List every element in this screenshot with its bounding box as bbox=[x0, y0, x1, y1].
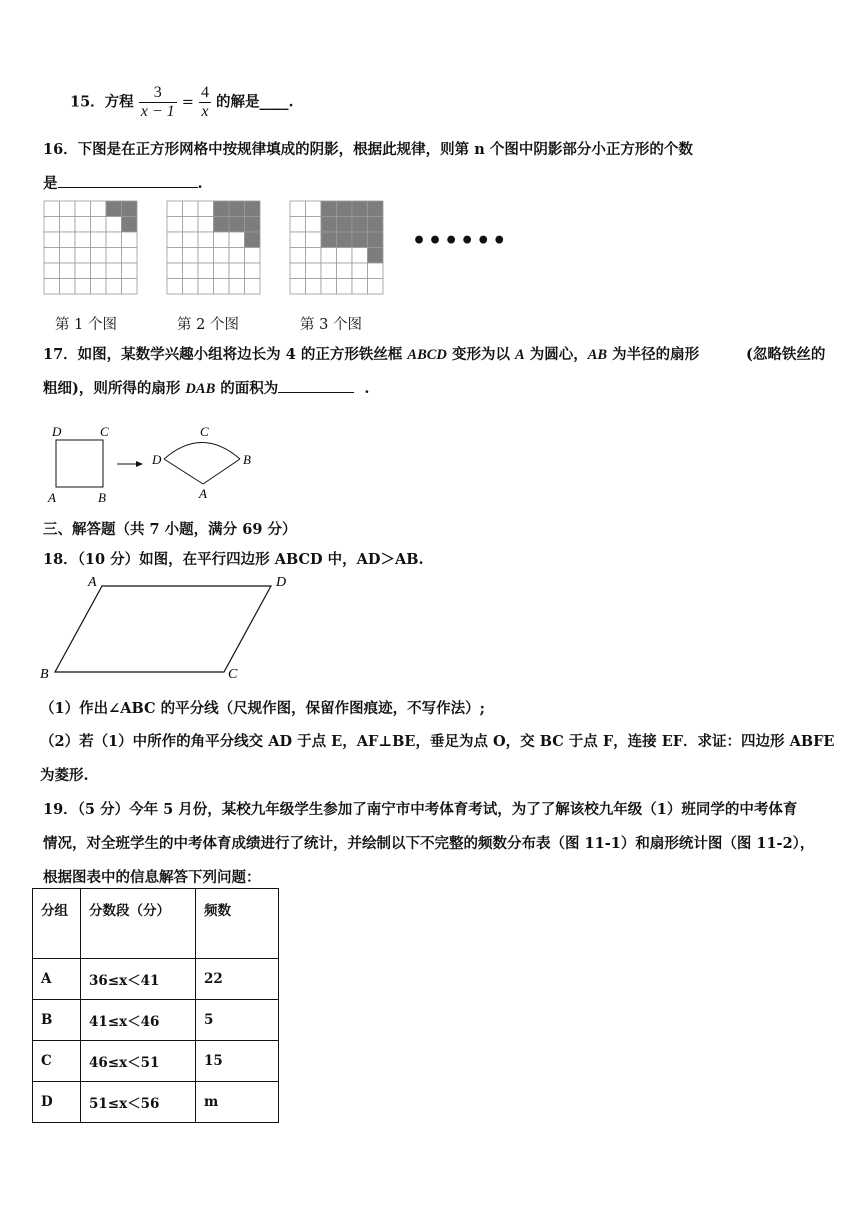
grid-cell bbox=[306, 232, 322, 248]
grid-cell bbox=[337, 248, 353, 264]
grid-cell bbox=[106, 279, 122, 295]
grid-cell bbox=[60, 201, 76, 217]
table-cell: 15 bbox=[196, 1041, 279, 1082]
q17-text-e: 粗细)，则所得的扇形 bbox=[43, 380, 186, 397]
grid-cell bbox=[306, 263, 322, 279]
para-label-b: B bbox=[40, 667, 49, 682]
grid-cell bbox=[106, 232, 122, 248]
grid-cell bbox=[321, 279, 337, 295]
q17-text-c: 为圆心， bbox=[524, 346, 588, 363]
shaded-cell bbox=[214, 217, 230, 233]
grid-cell bbox=[122, 232, 138, 248]
grid-cell bbox=[229, 263, 245, 279]
grid-cell bbox=[183, 217, 199, 233]
sector-radius-ad bbox=[164, 459, 203, 484]
grid-cell bbox=[167, 232, 183, 248]
grid-cell bbox=[44, 263, 60, 279]
grid-cell bbox=[245, 279, 261, 295]
grid-cell bbox=[44, 279, 60, 295]
grid-cell bbox=[122, 248, 138, 264]
square-label-a: A bbox=[48, 490, 56, 505]
grid-cell bbox=[183, 279, 199, 295]
shaded-cell bbox=[352, 201, 368, 217]
grid-cell bbox=[290, 263, 306, 279]
grid-cell bbox=[198, 248, 214, 264]
table-cell: C bbox=[33, 1041, 81, 1082]
q17-dab: DAB bbox=[185, 381, 216, 397]
grid-figure-3 bbox=[290, 201, 383, 294]
question-18-part1: （1）作出∠ABC 的平分线（尺规作图，保留作图痕迹，不写作法）; bbox=[40, 700, 485, 717]
caption-figure-2: 第 2 个图 bbox=[177, 317, 239, 333]
question-17-line2 bbox=[43, 377, 369, 398]
grid-cell bbox=[290, 279, 306, 295]
grid-cell bbox=[60, 263, 76, 279]
grid-cell bbox=[60, 232, 76, 248]
parallelogram-abcd bbox=[55, 586, 271, 672]
grid-cell bbox=[306, 279, 322, 295]
grid-cell bbox=[167, 248, 183, 264]
shaded-cell bbox=[229, 217, 245, 233]
grid-cell bbox=[183, 263, 199, 279]
header-group: 分组 bbox=[33, 889, 81, 959]
fraction-right-numerator: 4 bbox=[200, 84, 209, 101]
header-score-range: 分数段（分） bbox=[81, 889, 196, 959]
shaded-cell bbox=[122, 217, 138, 233]
grid-cell bbox=[368, 279, 384, 295]
grid-cell bbox=[91, 263, 107, 279]
continuation-dots: •••••• bbox=[412, 228, 509, 254]
shaded-cell bbox=[321, 217, 337, 233]
table-row bbox=[33, 1082, 279, 1123]
q17-text-g: . bbox=[364, 380, 370, 397]
shaded-cell bbox=[214, 201, 230, 217]
q17-a: A bbox=[515, 347, 525, 363]
grid-cell bbox=[91, 248, 107, 264]
table-cell: 5 bbox=[196, 1000, 279, 1041]
grid-cell bbox=[44, 232, 60, 248]
question-19-line3: 根据图表中的信息解答下列问题： bbox=[43, 869, 261, 886]
grid-cell bbox=[183, 232, 199, 248]
fraction-right-denominator: x bbox=[201, 103, 209, 120]
grid-cell bbox=[290, 217, 306, 233]
grid-cell bbox=[75, 232, 91, 248]
square-label-c: C bbox=[100, 424, 109, 439]
grid-cell bbox=[106, 263, 122, 279]
grid-cell bbox=[198, 217, 214, 233]
frequency-table bbox=[32, 888, 279, 1123]
para-label-c: C bbox=[228, 667, 238, 682]
caption-figure-1: 第 1 个图 bbox=[55, 317, 117, 333]
grid-cell bbox=[306, 248, 322, 264]
shaded-cell bbox=[122, 201, 138, 217]
sector-label-d: D bbox=[152, 452, 162, 467]
grid-figure-1 bbox=[44, 201, 137, 294]
para-label-d: D bbox=[276, 575, 287, 590]
para-label-a: A bbox=[88, 575, 97, 590]
table-cell: 46≤x＜51 bbox=[81, 1041, 196, 1082]
shaded-cell bbox=[337, 217, 353, 233]
grid-cell bbox=[352, 279, 368, 295]
grid-cell bbox=[198, 263, 214, 279]
question-18-part2-line1: （2）若（1）中所作的角平分线交 AD 于点 E，AF⊥BE，垂足为点 O，交 BC 于点 F，连接 EF．求证：四边形 ABFE bbox=[40, 733, 835, 750]
table-cell: 41≤x＜46 bbox=[81, 1000, 196, 1041]
caption-figure-3: 第 3 个图 bbox=[300, 317, 362, 333]
shaded-cell bbox=[368, 248, 384, 264]
square-label-d: D bbox=[52, 424, 62, 439]
question-19-line2: 情况，对全班学生的中考体育成绩进行了统计，并绘制以下不完整的频数分布表（图 11-1）和扇形统计图（图 11-2）， bbox=[43, 835, 815, 852]
square-label-b: B bbox=[98, 490, 106, 505]
grid-cell bbox=[368, 263, 384, 279]
shaded-cell bbox=[321, 232, 337, 248]
grid-cell bbox=[229, 248, 245, 264]
grid-cell bbox=[91, 279, 107, 295]
sector-label-b: B bbox=[243, 452, 251, 467]
q15-prefix: 15．方程 bbox=[70, 93, 134, 111]
q17-text-a: 17．如图，某数学兴趣小组将边长为 4 的正方形铁丝框 bbox=[43, 346, 408, 363]
grid-cell bbox=[229, 232, 245, 248]
table-cell: A bbox=[33, 959, 81, 1000]
grid-cell bbox=[183, 201, 199, 217]
grid-cell bbox=[122, 263, 138, 279]
grid-cell bbox=[198, 232, 214, 248]
shaded-cell bbox=[321, 201, 337, 217]
table-header-row bbox=[33, 889, 279, 959]
grid-cell bbox=[245, 248, 261, 264]
fraction-left-numerator: 3 bbox=[139, 84, 177, 103]
grid-cell bbox=[91, 217, 107, 233]
table-row bbox=[33, 1041, 279, 1082]
grid-cell bbox=[337, 279, 353, 295]
grid-cell bbox=[91, 232, 107, 248]
table-cell: m bbox=[196, 1082, 279, 1123]
grid-cell bbox=[245, 263, 261, 279]
shaded-cell bbox=[352, 232, 368, 248]
q17-text-f: 的面积为 bbox=[215, 380, 279, 397]
shaded-cell bbox=[337, 201, 353, 217]
grid-cell bbox=[290, 232, 306, 248]
shaded-cell bbox=[245, 217, 261, 233]
equals-sign: = bbox=[181, 94, 194, 111]
grid-cell bbox=[75, 279, 91, 295]
arrow-head bbox=[136, 461, 143, 467]
fraction-left-denominator: x − 1 bbox=[140, 103, 175, 120]
square-to-sector-figure bbox=[44, 420, 274, 510]
fraction-left bbox=[139, 84, 177, 121]
grid-cell bbox=[122, 279, 138, 295]
shaded-cell bbox=[368, 232, 384, 248]
shaded-cell bbox=[245, 201, 261, 217]
question-18-stem: 18．（10 分）如图，在平行四边形 ABCD 中，AD＞AB. bbox=[43, 551, 424, 568]
fraction-right bbox=[199, 84, 211, 121]
grid-cell bbox=[214, 248, 230, 264]
shaded-cell bbox=[337, 232, 353, 248]
grid-cell bbox=[167, 263, 183, 279]
q17-ab: AB bbox=[587, 347, 608, 363]
question-16-line1: 16．下图是在正方形网格中按规律填成的阴影，根据此规律，则第 n 个图中阴影部分小正方形的个数 bbox=[43, 141, 693, 158]
q17-text-d: 为半径的扇形 bbox=[607, 346, 700, 363]
table-cell: B bbox=[33, 1000, 81, 1041]
question-15 bbox=[70, 84, 294, 121]
grid-cell bbox=[75, 263, 91, 279]
grid-cell bbox=[306, 217, 322, 233]
table-row bbox=[33, 1000, 279, 1041]
grid-cell bbox=[290, 201, 306, 217]
grid-cell bbox=[183, 248, 199, 264]
table-cell: 36≤x＜41 bbox=[81, 959, 196, 1000]
shaded-cell bbox=[106, 201, 122, 217]
grid-cell bbox=[229, 279, 245, 295]
q16-line2-suffix: . bbox=[197, 175, 203, 192]
grid-cell bbox=[352, 263, 368, 279]
grid-cell bbox=[60, 217, 76, 233]
grid-cell bbox=[91, 201, 107, 217]
grid-cell bbox=[337, 263, 353, 279]
pattern-grids bbox=[42, 199, 392, 295]
parallelogram-figure bbox=[36, 570, 306, 682]
shaded-cell bbox=[352, 217, 368, 233]
question-17-line1 bbox=[43, 343, 699, 364]
grid-cell bbox=[214, 232, 230, 248]
square-frame bbox=[56, 440, 103, 487]
header-frequency: 频数 bbox=[196, 889, 279, 959]
grid-cell bbox=[106, 217, 122, 233]
question-17-line1-end: (忽略铁丝的 bbox=[746, 346, 826, 363]
q17-abcd: ABCD bbox=[407, 347, 447, 363]
section-title: 三、解答题（共 7 小题，满分 69 分） bbox=[43, 521, 297, 538]
grid-cell bbox=[167, 279, 183, 295]
grid-cell bbox=[198, 279, 214, 295]
grid-cell bbox=[306, 201, 322, 217]
grid-cell bbox=[106, 248, 122, 264]
sector-label-a: A bbox=[199, 486, 207, 501]
grid-cell bbox=[75, 248, 91, 264]
shaded-cell bbox=[245, 232, 261, 248]
table-cell: D bbox=[33, 1082, 81, 1123]
grid-figure-2 bbox=[167, 201, 260, 294]
grid-cell bbox=[290, 248, 306, 264]
table-cell: 22 bbox=[196, 959, 279, 1000]
answer-blank-16[interactable] bbox=[58, 186, 198, 188]
grid-cell bbox=[60, 248, 76, 264]
answer-blank-17[interactable] bbox=[278, 391, 354, 393]
grid-cell bbox=[352, 248, 368, 264]
grid-cell bbox=[167, 217, 183, 233]
grid-cell bbox=[214, 279, 230, 295]
shaded-cell bbox=[229, 201, 245, 217]
grid-cell bbox=[44, 248, 60, 264]
q17-text-b: 变形为以 bbox=[446, 346, 516, 363]
question-18-part2-line2: 为菱形. bbox=[40, 767, 89, 784]
grid-cell bbox=[60, 279, 76, 295]
shaded-cell bbox=[368, 201, 384, 217]
grid-cell bbox=[44, 201, 60, 217]
grid-cell bbox=[321, 263, 337, 279]
grid-cell bbox=[75, 201, 91, 217]
q15-suffix: 的解是____. bbox=[216, 93, 294, 111]
shaded-cell bbox=[368, 217, 384, 233]
grid-cell bbox=[214, 263, 230, 279]
sector-radius-ab bbox=[203, 459, 240, 484]
question-19-line1: 19．（5 分）今年 5 月份，某校九年级学生参加了南宁市中考体育考试，为了了解该校九年级（1）班同学的中考体育 bbox=[43, 801, 798, 818]
question-16-line2 bbox=[43, 172, 203, 193]
q16-line2-prefix: 是 bbox=[43, 175, 58, 192]
table-row bbox=[33, 959, 279, 1000]
grid-cell bbox=[321, 248, 337, 264]
sector-label-c: C bbox=[200, 424, 209, 439]
grid-cell bbox=[167, 201, 183, 217]
grid-cell bbox=[75, 217, 91, 233]
grid-cell bbox=[198, 201, 214, 217]
grid-cell bbox=[44, 217, 60, 233]
table-cell: 51≤x＜56 bbox=[81, 1082, 196, 1123]
sector-arc bbox=[164, 443, 240, 460]
